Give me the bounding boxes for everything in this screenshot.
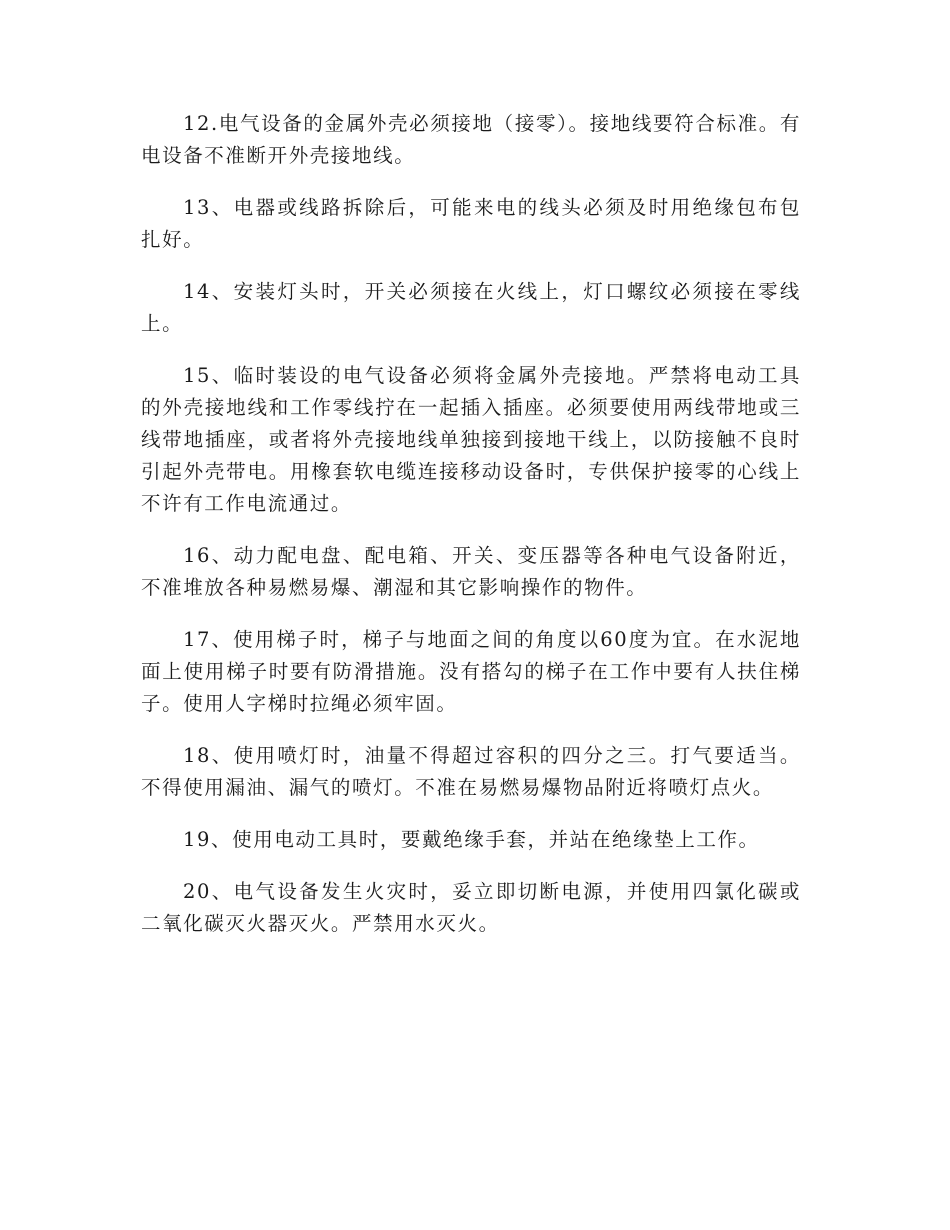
paragraph-rule-18: 18、使用喷灯时，油量不得超过容积的四分之三。打气要适当。不得使用漏油、漏气的喷灯。不准在易燃易爆物品附近将喷灯点火。 [141,744,801,799]
paragraph-rule-15: 15、临时装设的电气设备必须将金属外壳接地。严禁将电动工具的外壳接地线和工作零线拧在一起插入插座。必须要使用两线带地或三线带地插座，或者将外壳接地线单独接到接地干线上，以防接触不良时引起外壳带电。用橡套软电缆连接移动设备时，专供保护接零的心线上不许有工作电流通过。 [141,364,801,515]
paragraph-rule-20: 20、电气设备发生火灾时，妥立即切断电源，并使用四氯化碳或二氧化碳灭火器灭火。严禁用水灭火。 [141,880,801,935]
paragraph-rule-13: 13、电器或线路拆除后，可能来电的线头必须及时用绝缘包布包扎好。 [141,196,801,251]
paragraph-rule-19: 19、使用电动工具时，要戴绝缘手套，并站在绝缘垫上工作。 [183,828,760,851]
paragraph-rule-16: 16、动力配电盘、配电箱、开关、变压器等各种电气设备附近，不准堆放各种易燃易爆、潮湿和其它影响操作的物件。 [141,544,801,599]
paragraph-rule-14: 14、安装灯头时，开关必须接在火线上，灯口螺纹必须接在零线上。 [141,280,801,335]
paragraph-rule-17: 17、使用梯子时，梯子与地面之间的角度以60度为宜。在水泥地面上使用梯子时要有防滑措施。没有搭勾的梯子在工作中要有人扶住梯子。使用人字梯时拉绳必须牢固。 [141,628,801,715]
paragraph-rule-12: 12.电气设备的金属外壳必须接地（接零）。接地线要符合标准。有电设备不准断开外壳接地线。 [141,112,801,167]
document-page [141,108,801,960]
